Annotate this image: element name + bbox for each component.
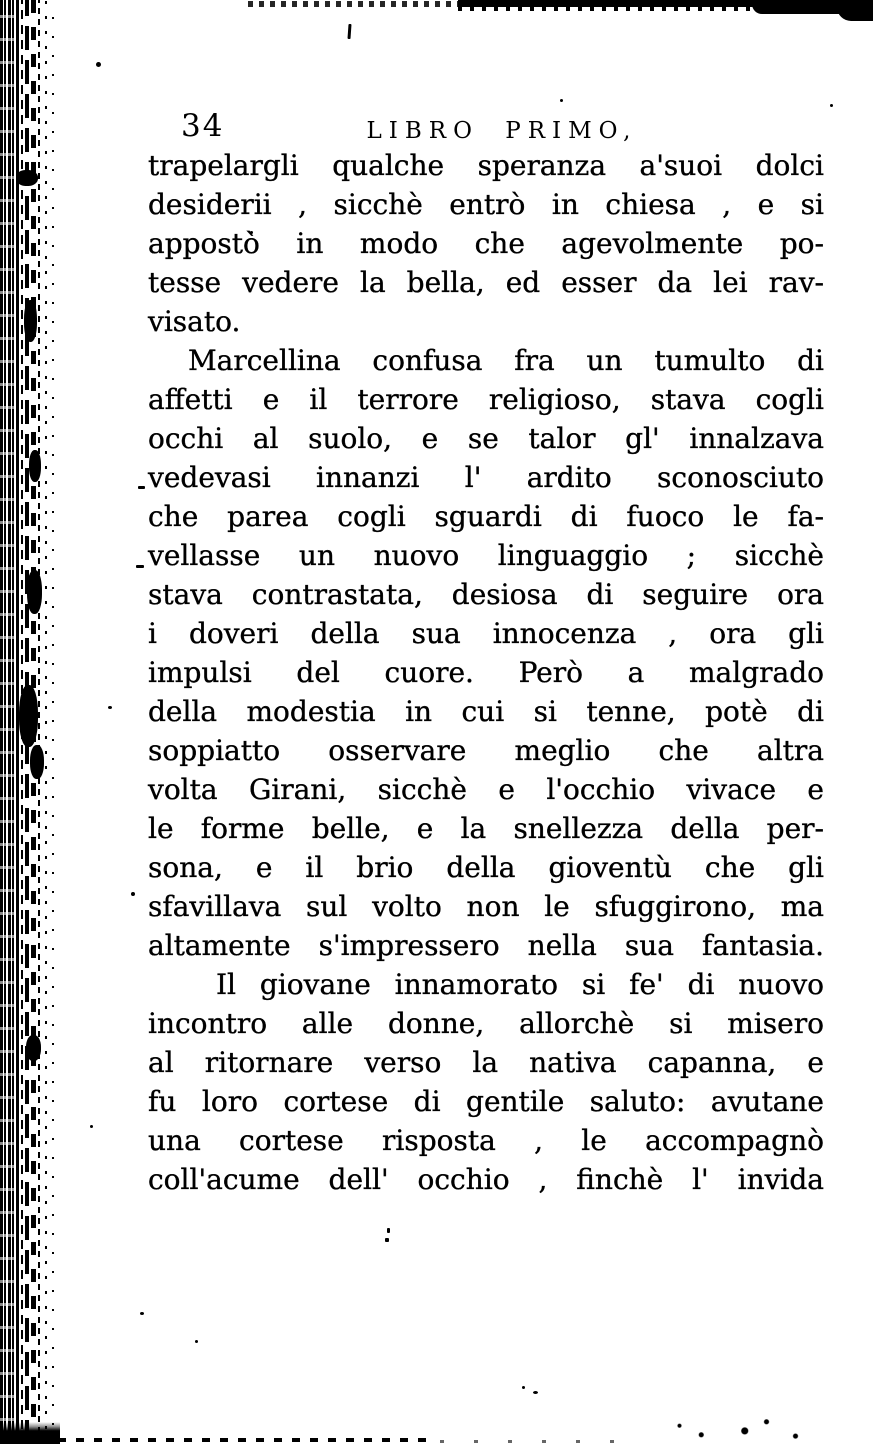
scan-speck xyxy=(108,706,112,709)
text-line: visato. xyxy=(148,305,241,338)
text-line: affetti e il terrore religioso, stava cogli xyxy=(148,383,824,416)
scan-speck xyxy=(522,1386,525,1389)
scan-speck xyxy=(560,99,563,102)
text-line: coll'acume dell' occhio , finchè l' invida xyxy=(148,1163,824,1196)
text-line: altamente s'impressero nella sua fantasia. xyxy=(148,929,824,962)
text-line: impulsi del cuore. Però a malgrado xyxy=(148,656,824,689)
scan-ink-blob xyxy=(27,570,42,614)
scan-ink-blob xyxy=(26,1035,41,1061)
text-line: desiderii , sicchè entrò in chiesa , e si xyxy=(148,188,824,221)
paragraph xyxy=(148,965,824,1199)
text-line: vellasse un nuovo linguaggio ; sicchè xyxy=(148,539,824,572)
text-line: i doveri della sua innocenza , ora gli xyxy=(148,617,824,650)
scan-speck xyxy=(347,24,351,39)
paragraph xyxy=(148,146,824,341)
text-line: al ritornare verso la nativa capanna, e xyxy=(148,1046,824,1079)
scan-speck xyxy=(138,486,145,489)
scan-speck xyxy=(136,565,144,568)
scan-edge-bottom-dashes xyxy=(22,1438,430,1442)
scan-edge-top-bar xyxy=(458,0,758,7)
text-line: occhi al suolo, e se talor gl' innalzava xyxy=(148,422,824,455)
text-line: fu loro cortese di gentile saluto: avutane xyxy=(148,1085,824,1118)
text-line: trapelargli qualche speranza a'suoi dolci xyxy=(148,149,824,182)
text-line: che parea cogli sguardi di fuoco le fa- xyxy=(148,500,824,533)
text-line: volta Girani, sicchè e l'occhio vivace e xyxy=(148,773,824,806)
scan-edge-bottom-corner xyxy=(0,1422,60,1444)
scan-ink-blob xyxy=(29,450,41,482)
text-line: una cortese risposta , le accompagnò xyxy=(148,1124,824,1157)
text-line: sfavillava sul volto non le sfuggirono, ma xyxy=(148,890,824,923)
text-line: appostò in modo che agevolmente po- xyxy=(148,227,824,260)
text-line: stava contrastata, desiosa di seguire ora xyxy=(148,578,824,611)
scan-speck xyxy=(140,1312,144,1315)
scan-edge-bottom-specks xyxy=(665,1414,810,1440)
page-number: 34 xyxy=(181,108,225,144)
scan-ink-blob xyxy=(16,170,38,186)
scan-speck xyxy=(533,1391,538,1394)
text-line: sona, e il brio della gioventù che gli xyxy=(148,851,824,884)
text-line: soppiatto osservare meglio che altra xyxy=(148,734,824,767)
text-line: vedevasi innanzi l' ardito sconosciuto xyxy=(148,461,824,494)
scan-ink-blob xyxy=(24,300,37,342)
text-line: le forme belle, e la snellezza della per- xyxy=(148,812,824,845)
text-line: tesse vedere la bella, ed esser da lei rav- xyxy=(148,266,824,299)
text-line: della modestia in cui si tenne, potè di xyxy=(148,695,824,728)
scan-speck xyxy=(90,1125,93,1128)
text-line: Il giovane innamorato si fe' di nuovo xyxy=(216,968,824,1001)
text-block xyxy=(148,146,824,1199)
scan-ink-blob xyxy=(19,685,38,747)
scan-edge-top-specks xyxy=(248,1,463,7)
scan-speck xyxy=(131,892,135,896)
text-line: Marcellina confusa fra un tumulto di xyxy=(188,344,824,377)
scan-ink-blob xyxy=(30,745,44,779)
paragraph xyxy=(148,341,824,965)
scan-edge-top-corner xyxy=(752,0,873,14)
text-line: incontro alle donne, allorchè si misero xyxy=(148,1007,824,1040)
scan-edge-bottom-dashes xyxy=(440,1440,640,1443)
scan-catchword-mark xyxy=(387,1228,390,1233)
scan-speck xyxy=(830,104,833,107)
running-title: LIBRO PRIMO, xyxy=(366,118,638,144)
scan-speck xyxy=(195,1340,198,1343)
scan-catchword-mark xyxy=(385,1238,389,1242)
scan-speck xyxy=(96,62,101,67)
